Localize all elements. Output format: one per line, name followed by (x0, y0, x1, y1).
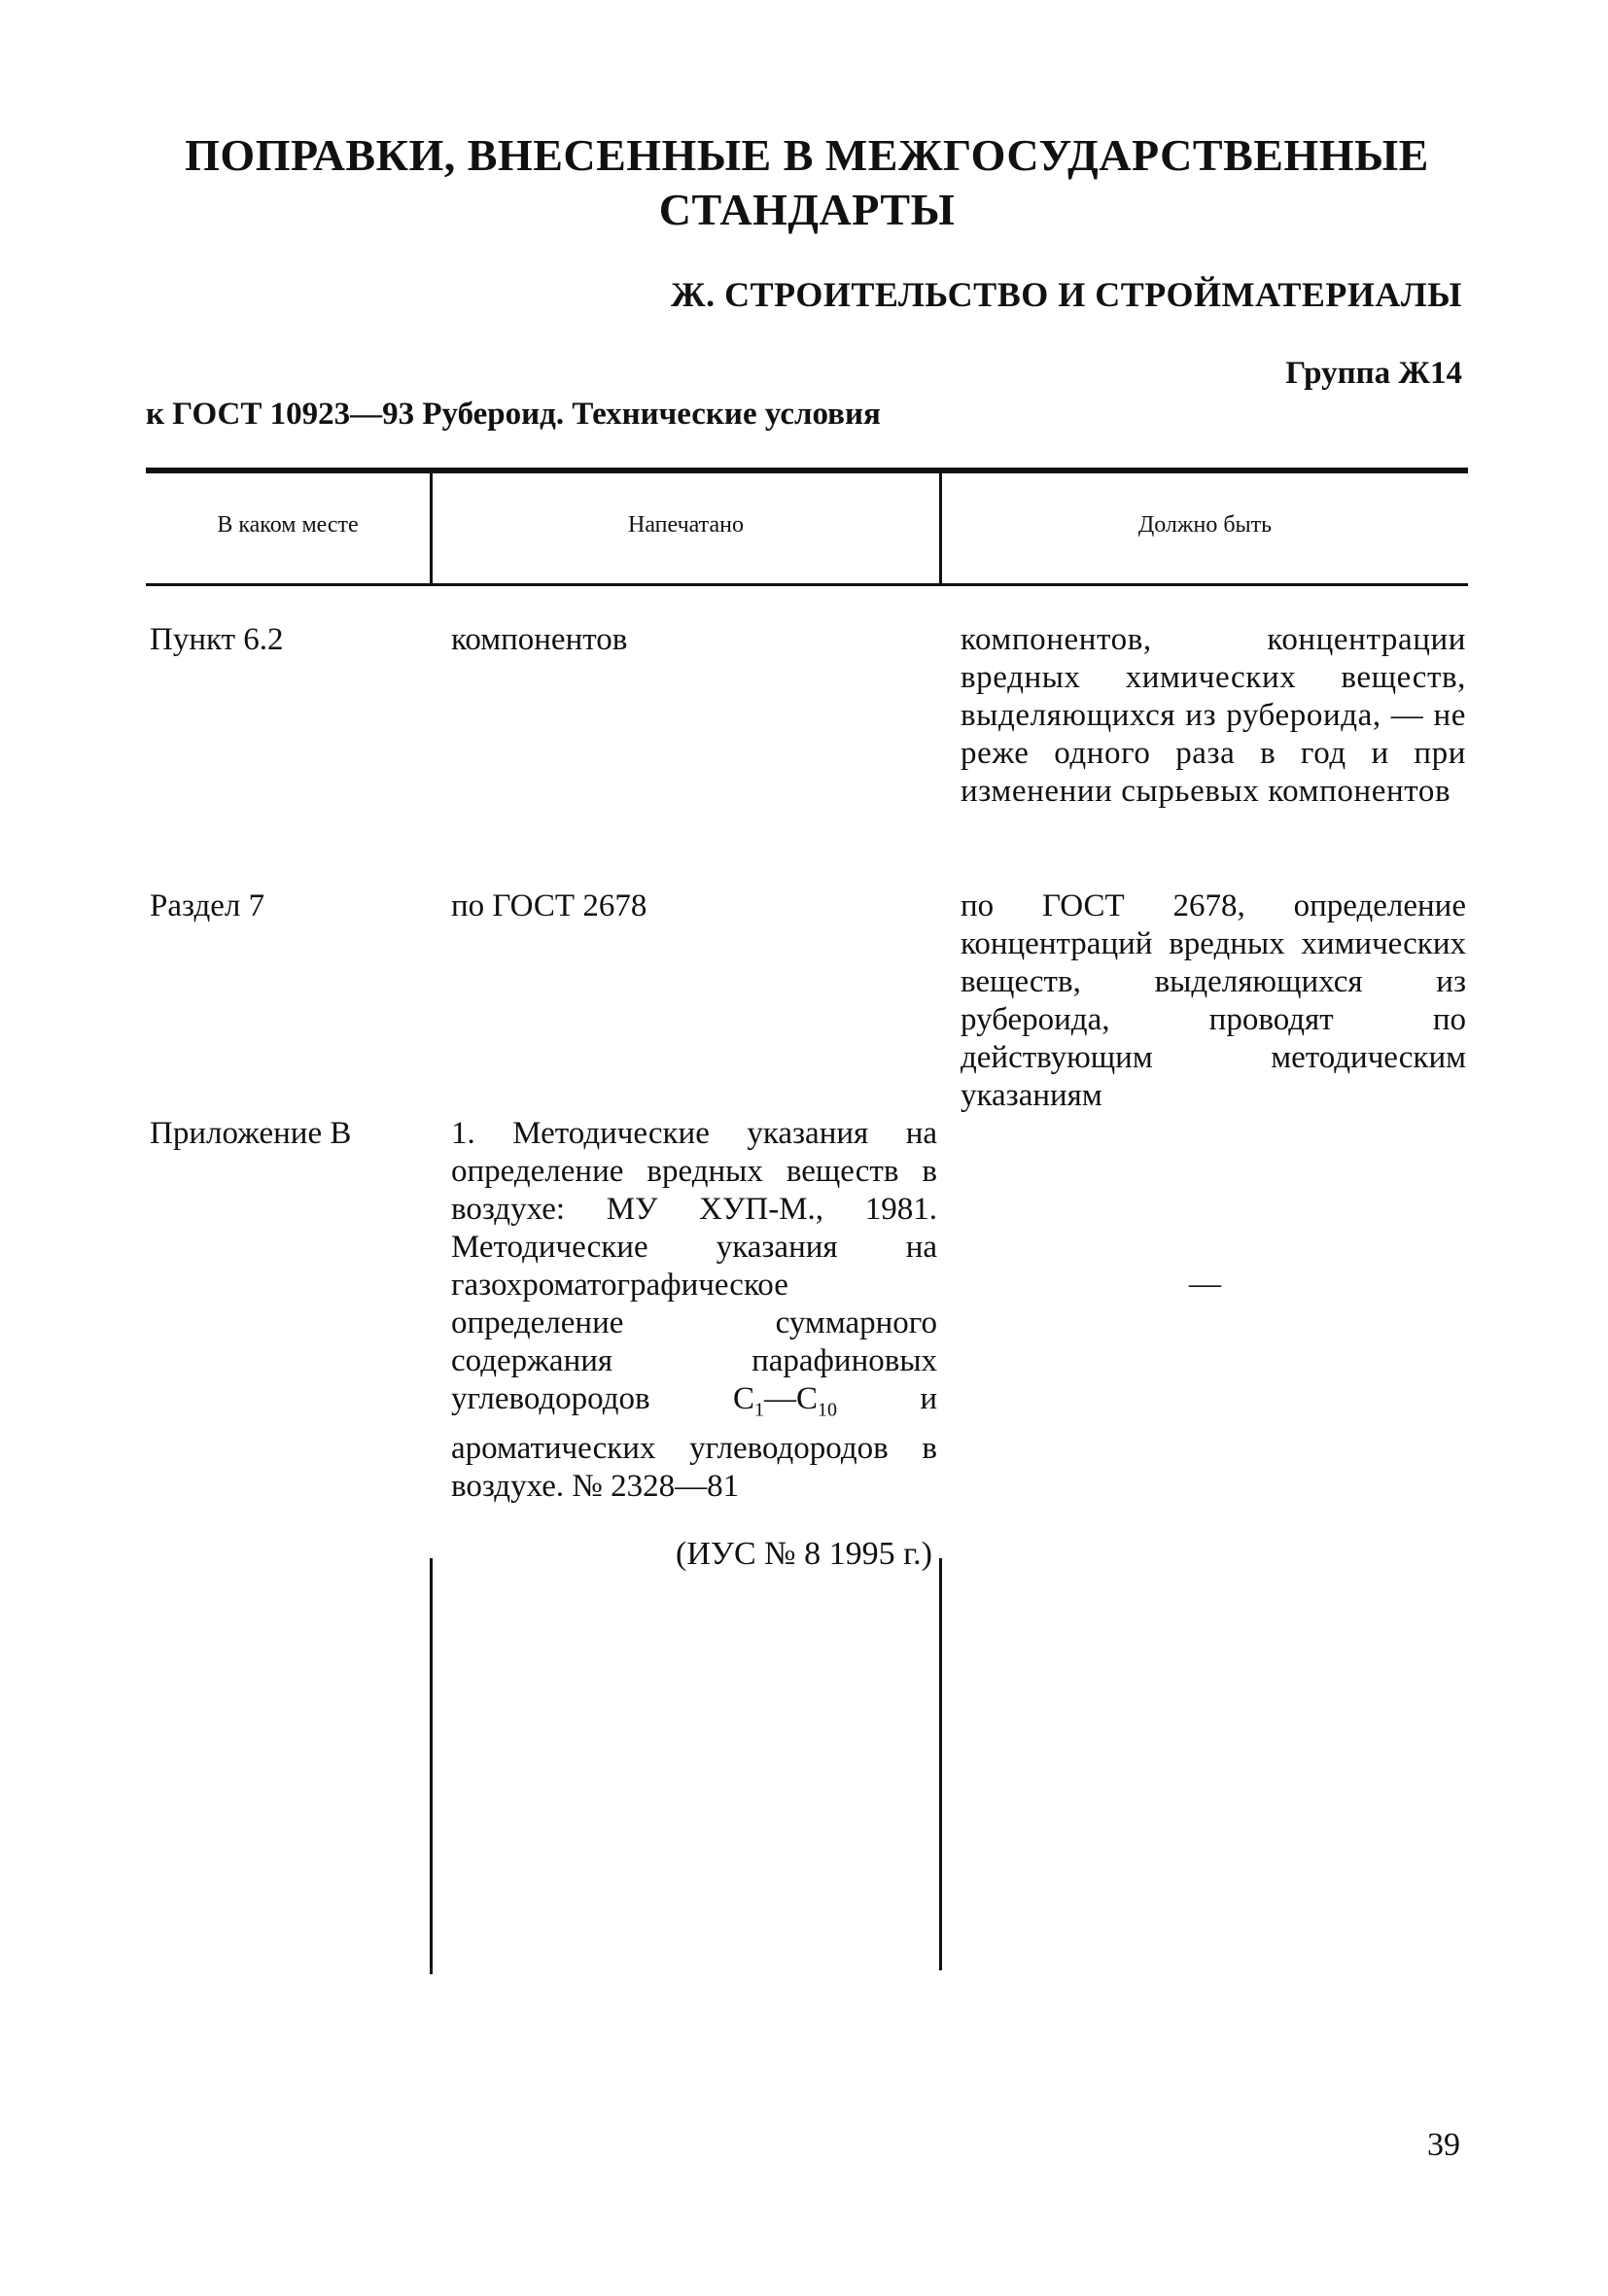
section-heading: Ж. СТРОИТЕЛЬСТВО И СТРОЙМАТЕРИАЛЫ (671, 275, 1462, 314)
row-2-should-be: по ГОСТ 2678, определение концентраций вредных химических веществ, выделяющихся из рубероида, проводят по действующим методическим указаниям (961, 888, 1466, 1113)
page-number: 39 (1427, 2127, 1460, 2163)
column-divider-1 (430, 1558, 433, 1974)
table-top-rule (146, 468, 1468, 473)
table-header-rule (146, 583, 1468, 586)
row-2-place: Раздел 7 (150, 888, 265, 923)
row-3-printed-dash: —С (763, 1381, 818, 1416)
row-1-should-be: компонентов, концентрации вредных химических веществ, выделяющихся из рубероида, — не реже одного раза в год и при изменении сырьевых компонентов (961, 622, 1466, 809)
row-3-printed (451, 1115, 937, 1506)
row-2-printed: по ГОСТ 2678 (451, 888, 647, 923)
gost-reference: к ГОСТ 10923—93 Рубероид. Технические условия (146, 397, 881, 432)
row-3-place: Приложение В (150, 1116, 352, 1151)
row-3-printed-text: 1. Методические указания на определение вредных веществ в воздухе: МУ ХУП-М., 1981. Методические указания на газохроматографическое определение суммарного содержания парафиновых углеводородов С (451, 1116, 937, 1416)
header-place: В каком месте (217, 512, 359, 538)
title-line-1: ПОПРАВКИ, ВНЕСЕННЫЕ В МЕЖГОСУДАРСТВЕННЫЕ (185, 130, 1429, 180)
group-label: Группа Ж14 (1285, 356, 1462, 391)
row-3-subscript-2: 10 (817, 1399, 837, 1421)
header-should-be: Должно быть (1137, 512, 1273, 538)
row-3-subscript-1: 1 (753, 1399, 764, 1421)
column-divider-2 (939, 1558, 942, 1970)
row-3-should-be: — (1189, 1267, 1221, 1302)
page-title (146, 128, 1468, 237)
row-3-printed-text-end: и ароматических углеводородов в воздухе. № 2328—81 (451, 1381, 937, 1504)
title-line-2: СТАНДАРТЫ (658, 185, 956, 234)
header-printed: Напечатано (628, 512, 744, 538)
row-1-place: Пункт 6.2 (150, 622, 284, 657)
row-1-printed: компонентов (451, 622, 628, 657)
footer-reference: (ИУС № 8 1995 г.) (676, 1536, 932, 1572)
